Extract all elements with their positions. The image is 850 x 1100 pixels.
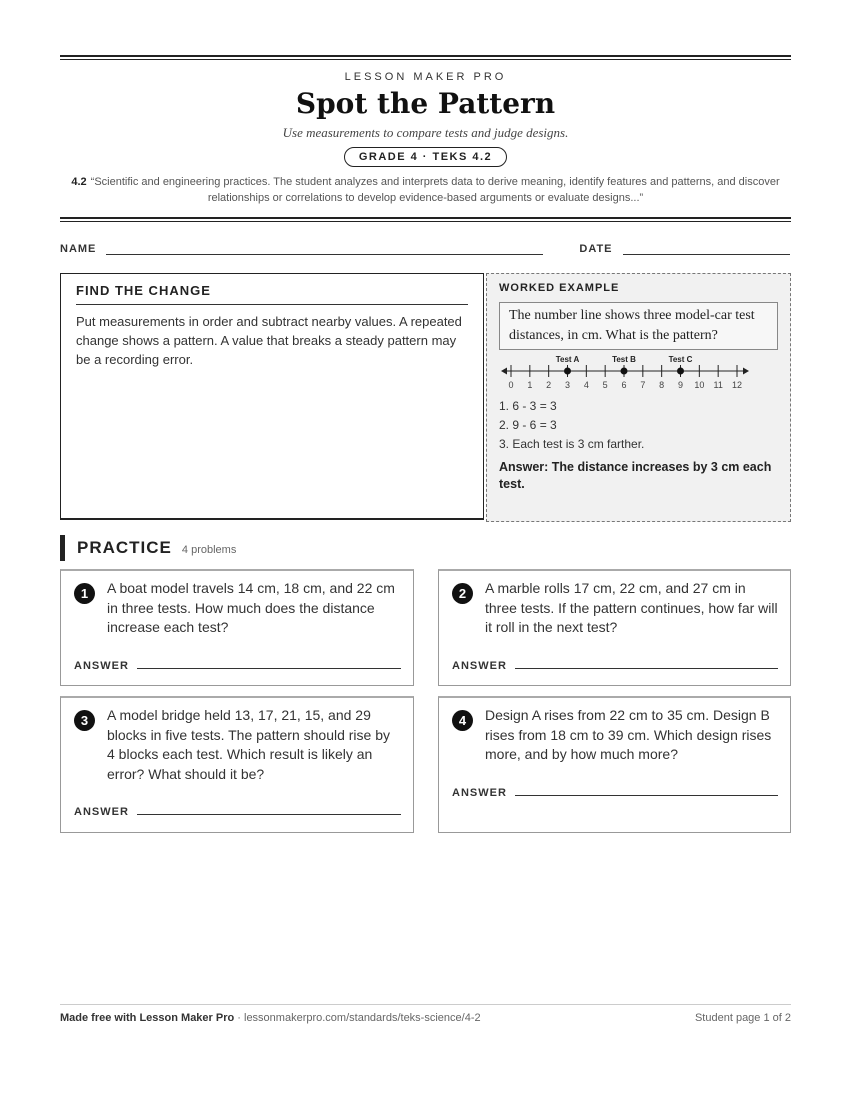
standard-quote: “Scientific and engineering practices. The student analyzes and interprets data to derive meaning, identify features and patterns, and discover relationships or correlations to develop evidence-based arguments or evaluate designs...” <box>90 176 780 204</box>
problem-card-2 <box>438 569 791 686</box>
step-3: 3. Each test is 3 cm farther. <box>499 437 645 451</box>
header-rule-bottom <box>60 217 791 222</box>
find-change-box <box>60 273 484 520</box>
problem-text-2: A marble rolls 17 cm, 22 cm, and 27 cm in three tests. If the pattern continues, how far will it roll in the next test? <box>485 580 778 635</box>
answer-label-3: ANSWER <box>74 806 129 818</box>
date-label: DATE <box>579 243 613 255</box>
number-line <box>499 353 779 397</box>
date-field[interactable] <box>623 253 790 255</box>
brand-name: LESSON MAKER PRO <box>344 71 507 83</box>
standard-code: 4.2 <box>71 176 87 188</box>
problem-text-3: A model bridge held 13, 17, 21, 15, and 29 blocks in five tests. The pattern should rise by 4 blocks each test. Which result is likely an error? What should it be? <box>107 707 390 782</box>
footer-page: Student page 1 of 2 <box>694 1012 791 1024</box>
problem-card-4 <box>438 696 791 833</box>
practice-title: PRACTICE <box>77 538 172 557</box>
number-line-tick-label: 12 <box>731 380 743 390</box>
footer <box>60 1004 791 1024</box>
problem-text-1: A boat model travels 14 cm, 18 cm, and 22 cm in three tests. How much does the distance increase each test? <box>107 580 395 635</box>
step-2: 2. 9 - 6 = 3 <box>499 418 557 432</box>
number-line-point <box>564 368 571 375</box>
worksheet <box>60 0 791 839</box>
answer-row-1 <box>74 660 401 672</box>
problem-card-3 <box>60 696 414 833</box>
answer-label-4: ANSWER <box>452 787 507 799</box>
practice-header <box>60 535 791 561</box>
number-line-tick-label: 2 <box>546 380 552 390</box>
answer-row-2 <box>452 660 778 672</box>
answer-label-2: ANSWER <box>452 660 507 672</box>
worked-example-box <box>486 273 791 522</box>
right-arrow-icon <box>743 368 749 375</box>
problem-number-4: 4 <box>452 710 473 731</box>
number-line-point-label: Test C <box>668 355 693 364</box>
number-line-tick-label: 5 <box>602 380 608 390</box>
number-line-tick-label: 4 <box>583 380 589 390</box>
number-line-point <box>677 368 684 375</box>
answer-label-1: ANSWER <box>74 660 129 672</box>
worked-example-heading: WORKED EXAMPLE <box>499 282 620 294</box>
grade-badge: GRADE 4 · TEKS 4.2 <box>344 147 507 167</box>
number-line-point-label: Test B <box>612 355 636 364</box>
page-title: Spot the Pattern <box>295 87 556 120</box>
answer-line-3[interactable] <box>137 814 401 815</box>
worked-example-question: The number line shows three model-car test distances, in cm. What is the pattern? <box>499 302 778 350</box>
worked-example-answer: Answer: The distance increases by 3 cm each test. <box>499 460 772 491</box>
problem-number-1: 1 <box>74 583 95 604</box>
number-line-tick-label: 10 <box>694 380 705 390</box>
standard-text <box>60 174 791 206</box>
footer-url[interactable]: · lessonmakerpro.com/standards/teks-science/4-2 <box>234 1012 481 1024</box>
answer-line-4[interactable] <box>515 795 778 796</box>
number-line-tick-label: 3 <box>564 380 571 390</box>
number-line-tick-label: 1 <box>527 380 533 390</box>
answer-line-1[interactable] <box>137 668 401 669</box>
answer-row-3 <box>74 806 401 818</box>
practice-grid <box>60 569 791 839</box>
worked-example-steps <box>499 397 778 454</box>
answer-line-2[interactable] <box>515 668 778 669</box>
number-line-tick-label: 9 <box>677 380 684 390</box>
header-rule-top <box>60 55 791 60</box>
practice-count: 4 problems <box>181 543 237 556</box>
answer-row-4 <box>452 787 778 799</box>
find-change-heading: FIND THE CHANGE <box>76 283 468 305</box>
number-line-tick-label: 8 <box>659 380 665 390</box>
number-line-tick-label: 0 <box>508 380 514 390</box>
name-date-row <box>60 243 791 255</box>
footer-made: Made free with Lesson Maker Pro <box>60 1012 235 1024</box>
number-line-tick-label: 11 <box>713 380 723 390</box>
footer-credit <box>60 1012 481 1024</box>
left-arrow-icon <box>501 368 507 375</box>
name-label: NAME <box>60 243 97 255</box>
problem-number-3: 3 <box>74 710 95 731</box>
number-line-point <box>621 368 628 375</box>
problem-card-1 <box>60 569 414 686</box>
page-subtitle: Use measurements to compare tests and judge designs. <box>282 125 569 140</box>
name-field[interactable] <box>106 253 543 255</box>
step-1: 1. 6 - 3 = 3 <box>499 399 557 413</box>
number-line-tick-label: 6 <box>621 380 627 390</box>
number-line-point-label: Test A <box>555 355 580 364</box>
find-change-body: Put measurements in order and subtract nearby values. A repeated change shows a pattern. A value that breaks a steady pattern may be a recording error. <box>76 314 462 367</box>
number-line-tick-label: 7 <box>640 380 646 390</box>
problem-number-2: 2 <box>452 583 473 604</box>
problem-text-4: Design A rises from 22 cm to 35 cm. Design B rises from 18 cm to 39 cm. Which design rises more, and by how much more? <box>485 707 772 762</box>
